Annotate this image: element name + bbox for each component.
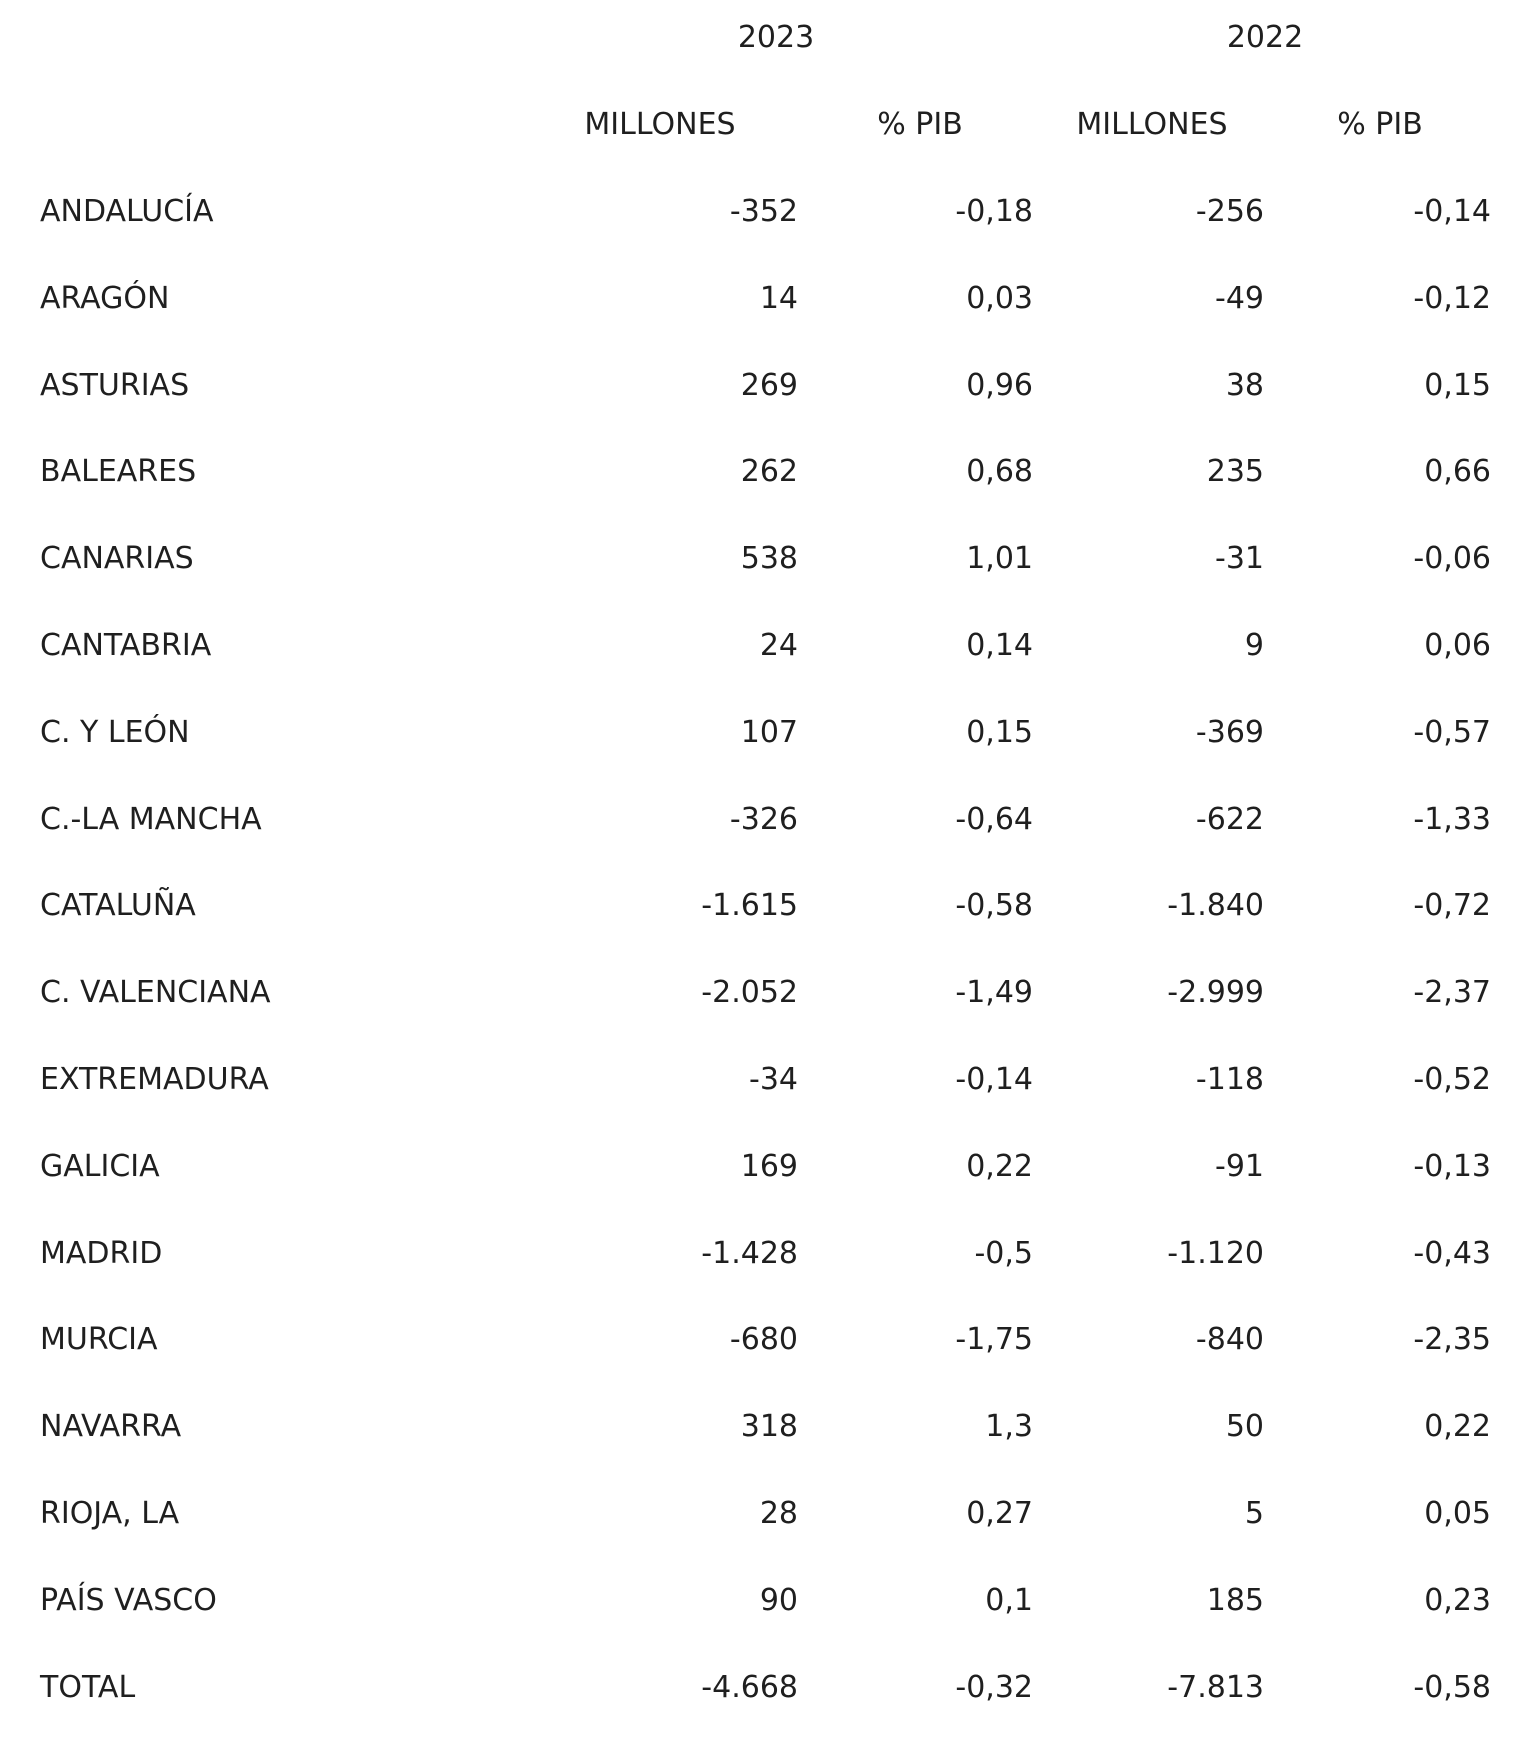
pib-2022-value: -0,14	[1413, 194, 1491, 229]
pib-2023-value: 0,68	[966, 454, 1033, 489]
region-name: ARAGÓN	[40, 281, 170, 316]
pib-2023-value: -1,75	[955, 1322, 1033, 1357]
millones-2022-value: 9	[1244, 628, 1264, 663]
region-name: C. VALENCIANA	[40, 975, 271, 1010]
table-row	[0, 800, 1524, 840]
region-name: GALICIA	[40, 1149, 160, 1184]
pib-2022-value: -0,57	[1413, 715, 1491, 750]
year-header-2023: 2023	[737, 20, 815, 55]
table-row	[0, 1147, 1524, 1187]
millones-2023-value: -2.052	[701, 975, 798, 1010]
pib-2022-value: 0,06	[1424, 628, 1491, 663]
table-row	[0, 1407, 1524, 1447]
millones-2023-value: -1.615	[701, 888, 798, 923]
region-name: CANARIAS	[40, 541, 194, 576]
pib-2023-value: -0,5	[974, 1236, 1033, 1271]
table-row	[0, 539, 1524, 579]
millones-2022-value: -91	[1215, 1149, 1264, 1184]
pib-2022-value: 0,22	[1424, 1409, 1491, 1444]
millones-2023-value: 269	[740, 368, 798, 403]
region-name: TOTAL	[40, 1670, 136, 1705]
pib-2022-value: -2,37	[1413, 975, 1491, 1010]
region-name: C.-LA MANCHA	[40, 802, 262, 837]
millones-2022-value: -369	[1195, 715, 1264, 750]
region-name: BALEARES	[40, 454, 197, 489]
region-name: ANDALUCÍA	[40, 194, 214, 229]
pib-2023-value: 1,3	[985, 1409, 1033, 1444]
millones-2023-value: 14	[759, 281, 798, 316]
millones-2023-value: 538	[740, 541, 798, 576]
pib-2022-value: 0,15	[1424, 368, 1491, 403]
column-header-row	[0, 105, 1524, 145]
millones-2023-value: 90	[759, 1583, 798, 1618]
millones-2022-value: -118	[1195, 1062, 1264, 1097]
pib-2023-value: 0,14	[966, 628, 1033, 663]
millones-2023-value: 169	[740, 1149, 798, 1184]
table-row	[0, 973, 1524, 1013]
pib-2022-value: -2,35	[1413, 1322, 1491, 1357]
region-name: PAÍS VASCO	[40, 1583, 217, 1618]
millones-2023-value: -4.668	[701, 1670, 798, 1705]
millones-2022-value: -1.840	[1167, 888, 1264, 923]
millones-2022-value: -2.999	[1167, 975, 1264, 1010]
year-header-2022: 2022	[1226, 20, 1304, 55]
region-name: MURCIA	[40, 1322, 158, 1357]
region-name: ASTURIAS	[40, 368, 190, 403]
region-name: RIOJA, LA	[40, 1496, 180, 1531]
region-name: NAVARRA	[40, 1409, 182, 1444]
millones-2022-value: -256	[1195, 194, 1264, 229]
millones-2022-value: 50	[1225, 1409, 1264, 1444]
pib-2022-value: -1,33	[1413, 802, 1491, 837]
table-row	[0, 1320, 1524, 1360]
pib-2022-value: -0,72	[1413, 888, 1491, 923]
table-row	[0, 279, 1524, 319]
millones-2022-value: -49	[1215, 281, 1264, 316]
pib-2023-value: -0,64	[955, 802, 1033, 837]
pib-2022-value: -0,06	[1413, 541, 1491, 576]
pib-2023-value: 0,03	[966, 281, 1033, 316]
millones-2023-value: -352	[729, 194, 798, 229]
pib-2023-value: -0,32	[955, 1670, 1033, 1705]
pib-2023-value: -0,14	[955, 1062, 1033, 1097]
column-header-pib-2023: % PIB	[877, 107, 963, 142]
millones-2022-value: 185	[1206, 1583, 1264, 1618]
millones-2023-value: 28	[759, 1496, 798, 1531]
region-name: CATALUÑA	[40, 888, 196, 923]
millones-2022-value: -840	[1195, 1322, 1264, 1357]
pib-2022-value: -0,13	[1413, 1149, 1491, 1184]
pib-2023-value: 0,96	[966, 368, 1033, 403]
millones-2022-value: 38	[1225, 368, 1264, 403]
millones-2022-value: -7.813	[1167, 1670, 1264, 1705]
millones-2023-value: 318	[740, 1409, 798, 1444]
millones-2023-value: -326	[729, 802, 798, 837]
millones-2023-value: -1.428	[701, 1236, 798, 1271]
table-row	[0, 626, 1524, 666]
pib-2023-value: 1,01	[966, 541, 1033, 576]
pib-2023-value: 0,27	[966, 1496, 1033, 1531]
pib-2023-value: 0,15	[966, 715, 1033, 750]
table-row	[0, 886, 1524, 926]
millones-2023-value: 24	[759, 628, 798, 663]
column-header-pib-2022: % PIB	[1337, 107, 1423, 142]
pib-2023-value: 0,22	[966, 1149, 1033, 1184]
millones-2022-value: 235	[1206, 454, 1264, 489]
table-row	[0, 192, 1524, 232]
total-row	[0, 1668, 1524, 1708]
pib-2022-value: 0,66	[1424, 454, 1491, 489]
table-row	[0, 452, 1524, 492]
year-header-row	[0, 18, 1524, 58]
table-row	[0, 1060, 1524, 1100]
pib-2022-value: -0,58	[1413, 1670, 1491, 1705]
pib-2022-value: -0,43	[1413, 1236, 1491, 1271]
millones-2022-value: -1.120	[1167, 1236, 1264, 1271]
millones-2023-value: -34	[749, 1062, 798, 1097]
table-row	[0, 1581, 1524, 1621]
pib-2022-value: 0,23	[1424, 1583, 1491, 1618]
millones-2023-value: 262	[740, 454, 798, 489]
pib-2023-value: -1,49	[955, 975, 1033, 1010]
region-name: EXTREMADURA	[40, 1062, 269, 1097]
table-row	[0, 1234, 1524, 1274]
millones-2022-value: 5	[1244, 1496, 1264, 1531]
region-name: MADRID	[40, 1236, 163, 1271]
pib-2023-value: -0,58	[955, 888, 1033, 923]
pib-2022-value: 0,05	[1424, 1496, 1491, 1531]
millones-2022-value: -31	[1215, 541, 1264, 576]
pib-2023-value: 0,1	[985, 1583, 1033, 1618]
column-header-millones-2022: MILLONES	[1076, 107, 1228, 142]
table-row	[0, 366, 1524, 406]
column-header-millones-2023: MILLONES	[584, 107, 736, 142]
pib-2023-value: -0,18	[955, 194, 1033, 229]
millones-2023-value: -680	[729, 1322, 798, 1357]
pib-2022-value: -0,12	[1413, 281, 1491, 316]
millones-2022-value: -622	[1195, 802, 1264, 837]
pib-2022-value: -0,52	[1413, 1062, 1491, 1097]
table-row	[0, 713, 1524, 753]
millones-2023-value: 107	[740, 715, 798, 750]
region-name: CANTABRIA	[40, 628, 212, 663]
table-row	[0, 1494, 1524, 1534]
region-name: C. Y LEÓN	[40, 715, 190, 750]
